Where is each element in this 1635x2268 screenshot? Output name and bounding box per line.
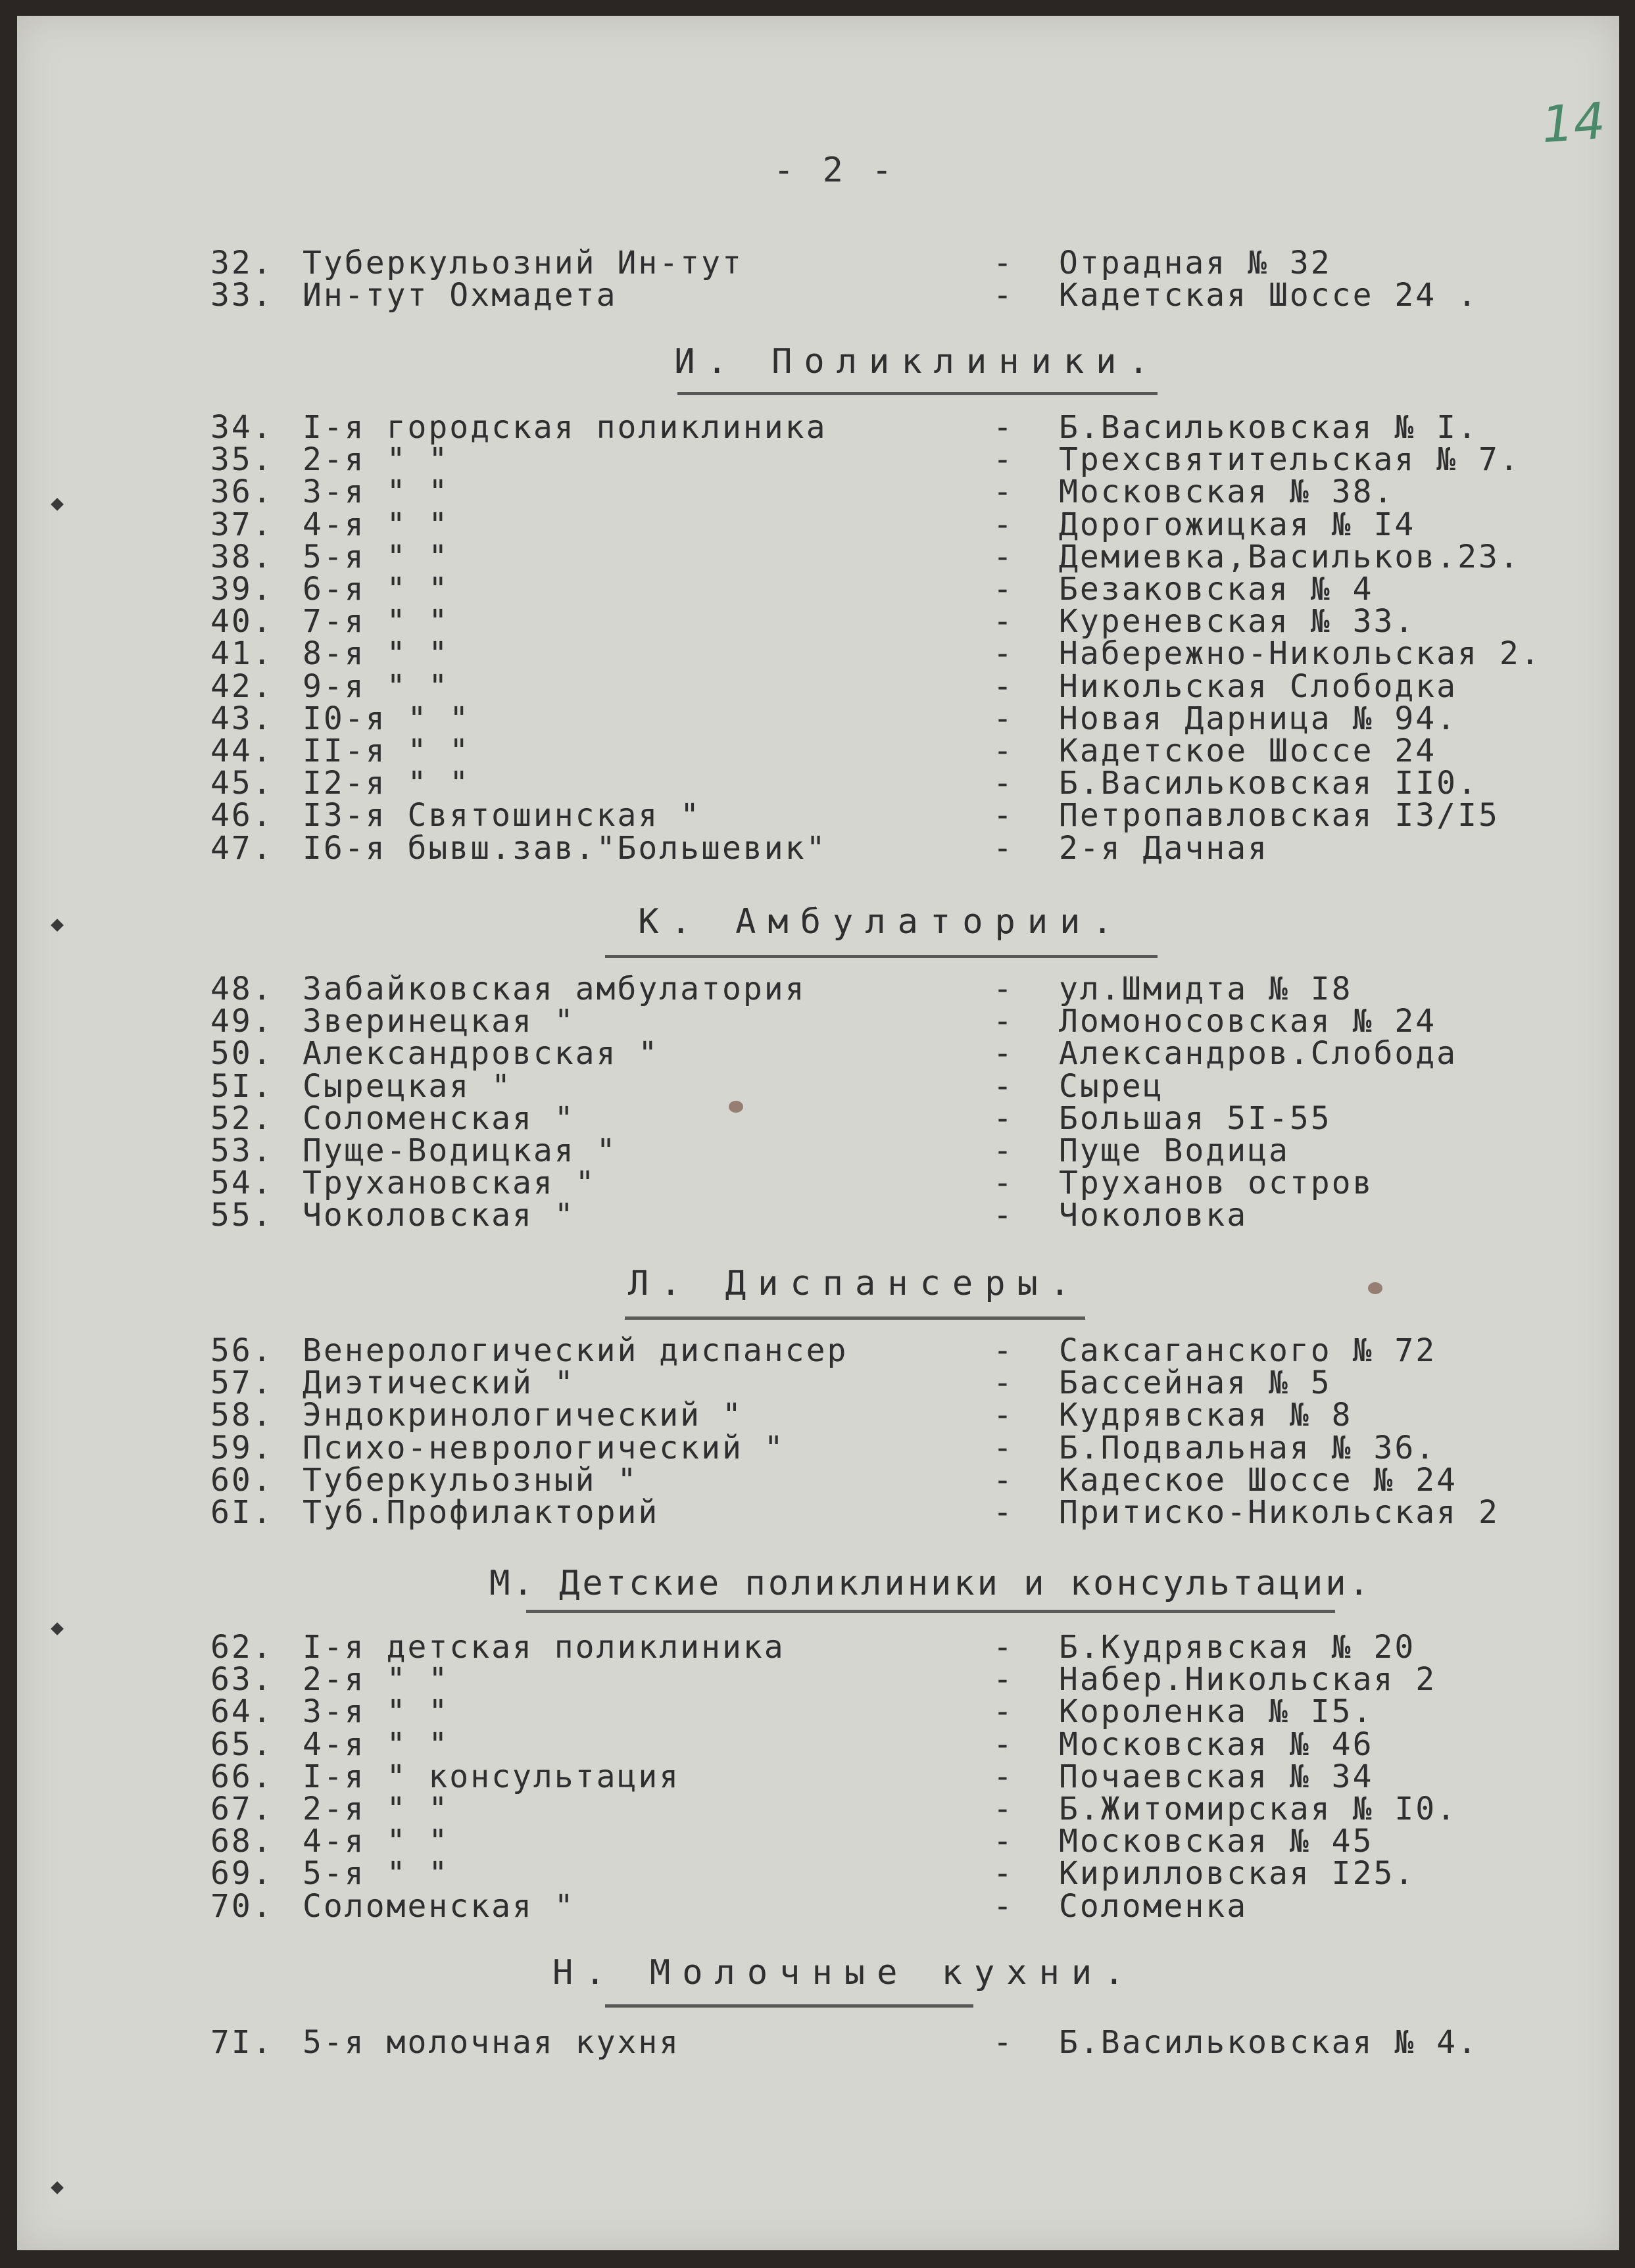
section-heading: М. Детские поликлиники и консультации. (489, 1564, 1372, 1603)
list-item (210, 830, 1578, 865)
entry-dash: - (993, 1461, 1014, 1499)
entry-num: 34. (210, 409, 274, 446)
entry-dash: - (993, 1855, 1014, 1893)
entry-addr: Московская № 45 (1059, 1823, 1374, 1860)
entry-num: 47. (210, 829, 274, 867)
entry-dash: - (993, 733, 1014, 769)
entry-dash: - (993, 245, 1014, 281)
list-item (210, 1332, 1578, 1368)
entry-addr: Александров.Слобода (1059, 1035, 1458, 1073)
entry-dash: - (993, 1099, 1014, 1137)
list-item (210, 245, 1578, 280)
list-item (210, 1068, 1578, 1103)
entry-addr: Новая Дарница № 94. (1059, 700, 1458, 737)
entry-name: 2-я " " (303, 441, 450, 479)
entry-addr: Б.Васильковская II0. (1059, 765, 1478, 802)
entry-dash: - (993, 1629, 1014, 1666)
entry-num: 70. (210, 1887, 274, 1925)
entry-addr: Почаевская № 34 (1059, 1758, 1374, 1795)
ink-stain (729, 1101, 743, 1113)
entry-num: 69. (210, 1855, 274, 1893)
entry-name: Венерологический диспансер (303, 1332, 848, 1369)
entry-num: 57. (210, 1364, 274, 1402)
entry-num: 55. (210, 1197, 274, 1234)
entry-addr: Набережно-Никольская 2. (1059, 635, 1542, 673)
list-item (210, 1430, 1578, 1465)
entry-addr: Притиско-Никольская 2 (1059, 1494, 1500, 1531)
entry-dash: - (993, 1132, 1014, 1169)
entry-num: 63. (210, 1661, 274, 1699)
entry-addr: 2-я Дачная (1059, 829, 1269, 867)
entry-num: 52. (210, 1099, 274, 1137)
entry-addr: Чоколовка (1059, 1197, 1248, 1234)
entry-dash: - (993, 506, 1014, 543)
entry-dash: - (993, 1003, 1014, 1040)
list-item (210, 1693, 1578, 1729)
entry-dash: - (993, 1693, 1014, 1731)
entry-addr: Большая 5I-55 (1059, 1099, 1332, 1137)
entry-num: 64. (210, 1693, 274, 1731)
entry-num: 53. (210, 1132, 274, 1169)
list-item (210, 2024, 1578, 2060)
entry-name: Туберкульозний Ин-тут (303, 245, 743, 281)
list-item (210, 1165, 1578, 1200)
entry-dash: - (993, 1364, 1014, 1402)
entry-num: 54. (210, 1165, 274, 1202)
entry-dash: - (993, 571, 1014, 608)
list-item (210, 1661, 1578, 1697)
entry-addr: Демиевка,Васильков.23. (1059, 538, 1521, 575)
entry-name: I2-я " " (303, 765, 471, 802)
section-heading: К. Амбулатории. (638, 902, 1125, 942)
entry-num: 65. (210, 1725, 274, 1763)
entry-num: 60. (210, 1461, 274, 1499)
entry-dash: - (993, 1661, 1014, 1699)
list-item (210, 1397, 1578, 1432)
list-item (210, 765, 1578, 800)
entry-num: 42. (210, 667, 274, 705)
list-item (210, 1629, 1578, 1664)
entry-num: 67. (210, 1791, 274, 1827)
entry-dash: - (993, 1429, 1014, 1466)
entry-dash: - (993, 635, 1014, 673)
entry-dash: - (993, 1067, 1014, 1105)
entry-name: 4-я " " (303, 1823, 450, 1860)
entry-dash: - (993, 1035, 1014, 1073)
list-item (210, 700, 1578, 736)
list-item (210, 971, 1578, 1006)
section-underline (526, 1610, 1335, 1613)
list-item (210, 441, 1578, 477)
list-item (210, 635, 1578, 671)
entry-addr: Труханов остров (1059, 1165, 1374, 1202)
entry-name: Туберкульозный " (303, 1461, 639, 1499)
section-heading: И. Поликлиники. (674, 342, 1161, 381)
entry-addr: Дорогожицкая № I4 (1059, 506, 1416, 543)
entry-name: Ин-тут Охмадета (303, 277, 618, 314)
entry-addr: Московская № 46 (1059, 1725, 1374, 1763)
entry-name: 8-я " " (303, 635, 450, 673)
list-item (210, 539, 1578, 574)
entry-addr: Б.Житомирская № I0. (1059, 1791, 1458, 1827)
entry-name: Эндокринологический " (303, 1397, 743, 1434)
list-item (210, 603, 1578, 639)
entry-num: 48. (210, 971, 274, 1007)
entry-dash: - (993, 1725, 1014, 1763)
entry-name: Психо-неврологический " (303, 1429, 785, 1466)
entry-addr: Б.Подвальная № 36. (1059, 1429, 1437, 1466)
entry-addr: Короленка № I5. (1059, 1693, 1374, 1731)
section-heading: Н. Молочные кухни. (552, 1953, 1136, 1992)
entry-name: 5-я " " (303, 1855, 450, 1893)
entry-num: 59. (210, 1429, 274, 1466)
entry-dash: - (993, 409, 1014, 446)
entry-addr: Б.Кудрявская № 20 (1059, 1629, 1416, 1666)
entry-dash: - (993, 277, 1014, 314)
page-number: - 2 - (773, 151, 896, 190)
list-item (210, 506, 1578, 542)
entry-num: 45. (210, 765, 274, 802)
entry-num: 41. (210, 635, 274, 673)
entry-dash: - (993, 1397, 1014, 1434)
entry-name: Забайковская амбулатория (303, 971, 806, 1007)
entry-name: Чоколовская " (303, 1197, 575, 1234)
entry-dash: - (993, 1494, 1014, 1531)
entry-dash: - (993, 1165, 1014, 1202)
entry-addr: Никольская Слободка (1059, 667, 1458, 705)
entry-name: 5-я молочная кухня (303, 2024, 681, 2061)
entry-num: 32. (210, 245, 274, 281)
entry-addr: Б.Васильковская № 4. (1059, 2024, 1478, 2061)
entry-dash: - (993, 2024, 1014, 2061)
section-underline (605, 955, 1158, 958)
list-item (210, 797, 1578, 832)
list-item (210, 1888, 1578, 1923)
entry-num: 66. (210, 1758, 274, 1795)
entry-dash: - (993, 603, 1014, 640)
list-item (210, 668, 1578, 704)
entry-num: 58. (210, 1397, 274, 1434)
entry-num: 50. (210, 1035, 274, 1073)
entry-addr: Кирилловская I25. (1059, 1855, 1416, 1893)
entry-name: 2-я " " (303, 1791, 450, 1827)
section-heading: Л. Диспансеры. (627, 1264, 1083, 1303)
entry-name: Александровская " (303, 1035, 660, 1073)
entry-name: Диэтический " (303, 1364, 575, 1402)
list-item (210, 1364, 1578, 1400)
entry-addr: Трехсвятительская № 7. (1059, 441, 1521, 479)
entry-num: 35. (210, 441, 274, 479)
entry-dash: - (993, 765, 1014, 802)
list-item (210, 1132, 1578, 1168)
entry-num: 62. (210, 1629, 274, 1666)
section-underline (677, 392, 1158, 395)
entry-name: Зверинецкая " (303, 1003, 575, 1040)
entry-dash: - (993, 441, 1014, 479)
entry-dash: - (993, 1791, 1014, 1827)
entry-name: Пуще-Водицкая " (303, 1132, 618, 1169)
entry-num: 7I. (210, 2024, 274, 2061)
entry-num: 33. (210, 277, 274, 314)
entry-name: II-я " " (303, 733, 471, 769)
entry-dash: - (993, 473, 1014, 511)
entry-name: Соломенская " (303, 1099, 575, 1137)
entry-dash: - (993, 797, 1014, 834)
entry-name: I-я городская поликлиника (303, 409, 827, 446)
entry-name: 6-я " " (303, 571, 450, 608)
entry-dash: - (993, 667, 1014, 705)
entry-name: I-я " консультация (303, 1758, 681, 1795)
list-item (210, 1003, 1578, 1038)
entry-dash: - (993, 1823, 1014, 1860)
entry-num: 46. (210, 797, 274, 834)
entry-addr: Петропавловская I3/I5 (1059, 797, 1500, 834)
entry-name: 3-я " " (303, 473, 450, 511)
section-underline (605, 2004, 973, 2008)
entry-num: 40. (210, 603, 274, 640)
entry-num: 5I. (210, 1067, 274, 1105)
entry-dash: - (993, 829, 1014, 867)
list-item (210, 1035, 1578, 1071)
entry-name: 2-я " " (303, 1661, 450, 1699)
entry-name: 7-я " " (303, 603, 450, 640)
list-item (210, 473, 1578, 509)
entry-num: 44. (210, 733, 274, 769)
entry-name: 4-я " " (303, 506, 450, 543)
entry-name: I-я детская поликлиника (303, 1629, 785, 1666)
entry-num: 68. (210, 1823, 274, 1860)
entry-addr: Ломоносовская № 24 (1059, 1003, 1437, 1040)
entry-addr: Б.Васильковская № I. (1059, 409, 1478, 446)
entry-addr: Кадетская Шоссе 24 . (1059, 277, 1478, 314)
entry-dash: - (993, 1332, 1014, 1369)
list-item (210, 1462, 1578, 1497)
entry-addr: Набер.Никольская 2 (1059, 1661, 1437, 1699)
entry-addr: Бассейная № 5 (1059, 1364, 1332, 1402)
list-item (210, 1823, 1578, 1858)
entry-num: 49. (210, 1003, 274, 1040)
entry-addr: Отрадная № 32 (1059, 245, 1332, 281)
entry-addr: Саксаганского № 72 (1059, 1332, 1437, 1369)
entry-num: 36. (210, 473, 274, 511)
entry-dash: - (993, 1197, 1014, 1234)
entry-name: Соломенская " (303, 1887, 575, 1925)
list-item (210, 1791, 1578, 1826)
list-item (210, 277, 1578, 312)
entry-name: Туб.Профилакторий (303, 1494, 660, 1531)
list-item (210, 571, 1578, 606)
ink-stain (1368, 1282, 1382, 1294)
entry-num: 39. (210, 571, 274, 608)
entry-name: I0-я " " (303, 700, 471, 737)
entry-dash: - (993, 1887, 1014, 1925)
list-item (210, 1726, 1578, 1762)
list-item (210, 409, 1578, 445)
entry-name: I6-я бывш.зав."Большевик" (303, 829, 827, 867)
section-underline (625, 1316, 1085, 1320)
entry-addr: Кадеское Шоссе № 24 (1059, 1461, 1458, 1499)
entry-num: 43. (210, 700, 274, 737)
entry-addr: Безаковская № 4 (1059, 571, 1374, 608)
entry-addr: Пуще Водица (1059, 1132, 1290, 1169)
entry-addr: ул.Шмидта № I8 (1059, 971, 1353, 1007)
list-item (210, 1494, 1578, 1530)
entry-name: Трухановская " (303, 1165, 597, 1202)
entry-name: I3-я Святошинская " (303, 797, 702, 834)
entry-addr: Кудрявская № 8 (1059, 1397, 1353, 1434)
list-item (210, 733, 1578, 768)
list-item (210, 1100, 1578, 1136)
entry-num: 37. (210, 506, 274, 543)
entry-dash: - (993, 538, 1014, 575)
entry-dash: - (993, 700, 1014, 737)
entry-name: 5-я " " (303, 538, 450, 575)
entry-name: 9-я " " (303, 667, 450, 705)
entry-dash: - (993, 1758, 1014, 1795)
list-item (210, 1758, 1578, 1794)
entry-num: 6I. (210, 1494, 274, 1531)
entry-addr: Соломенка (1059, 1887, 1248, 1925)
entry-num: 56. (210, 1332, 274, 1369)
entry-addr: Московская № 38. (1059, 473, 1395, 511)
entry-addr: Куреневская № 33. (1059, 603, 1416, 640)
folio-number: 14 (1540, 91, 1607, 155)
entry-num: 38. (210, 538, 274, 575)
entry-addr: Кадетское Шоссе 24 (1059, 733, 1437, 769)
list-item (210, 1855, 1578, 1891)
entry-name: 4-я " " (303, 1725, 450, 1763)
entry-name: 3-я " " (303, 1693, 450, 1731)
entry-addr: Сырец (1059, 1067, 1164, 1105)
entry-name: Сырецкая " (303, 1067, 512, 1105)
list-item (210, 1197, 1578, 1232)
entry-dash: - (993, 971, 1014, 1007)
